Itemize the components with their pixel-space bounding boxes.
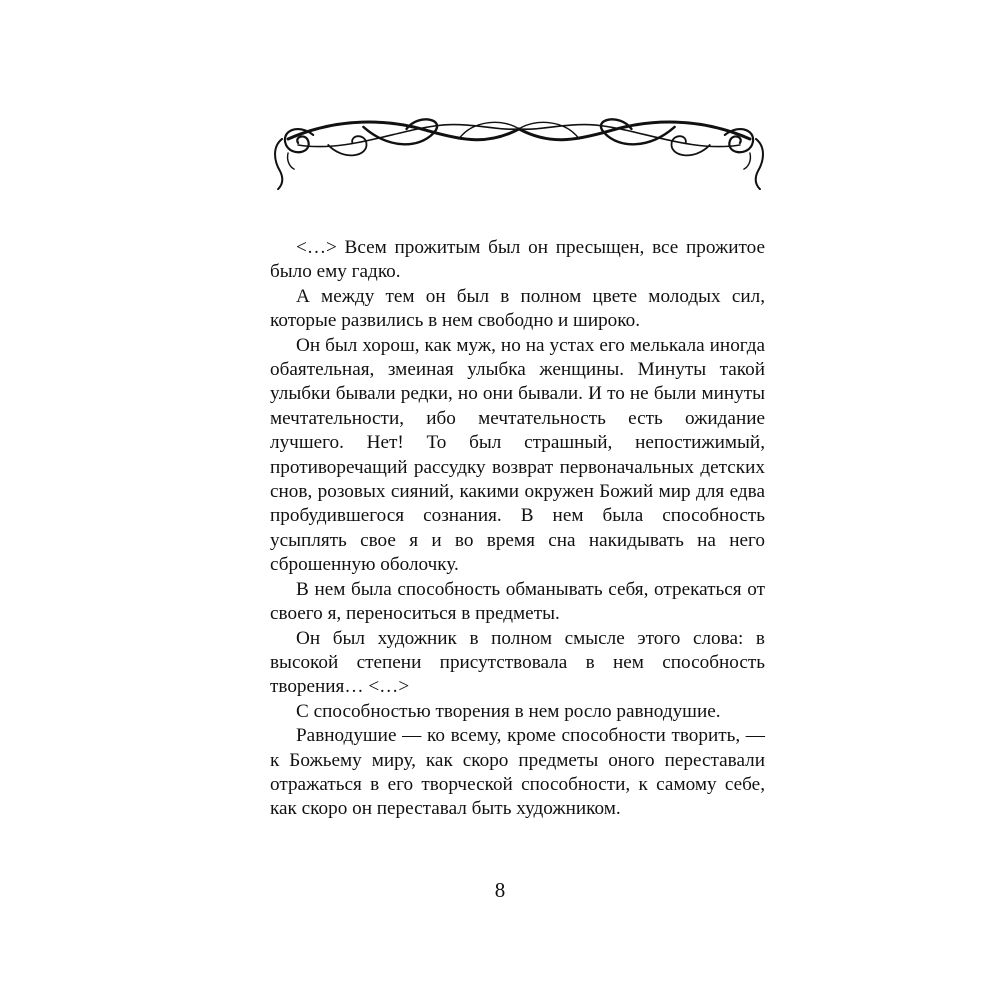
paragraph: Равнодушие — ко всему, кроме способности творить, — к Божьему миру, как скоро предметы оного переставали отражаться в его творческой способности, к самому себе, как скоро он переставал быть художником. xyxy=(270,725,765,820)
ornament-border-icon xyxy=(268,108,770,190)
paragraph: В нем была способность обманывать себя, отрекаться от своего я, переноситься в предметы. xyxy=(270,578,765,625)
paragraph: А между тем он был в полном цвете молодых сил, которые развились в нем свободно и широко. xyxy=(270,285,765,332)
paragraph: Он был художник в полном смысле этого слова: в высокой степени присутствовала в нем способность творения… <…> xyxy=(270,627,765,698)
body-text xyxy=(270,236,765,822)
page-number: 8 xyxy=(494,878,506,902)
paragraph: С способностью творения в нем росло равнодушие. xyxy=(296,700,721,722)
paragraph: <…> Всем прожитым был он пресыщен, все прожитое было ему гадко. xyxy=(270,237,765,283)
paragraph: Он был хорош, как муж, но на устах его мелькала иногда обаятельная, змеиная улыбка женщины. Минуты такой улыбки бывали редки, но они бывали. И то не были минуты мечтательности, ибо мечтательность есть ожидание лучшего. Нет! То был страшный, непостижимый, противоречащий рассудку возврат первоначальных детских снов, розовых сияний, какими окружен Божий мир для едва пробудившегося сознания. В нем была способность усыплять свое я и во время сна накидывать на него сброшенную оболочку. xyxy=(270,334,765,576)
